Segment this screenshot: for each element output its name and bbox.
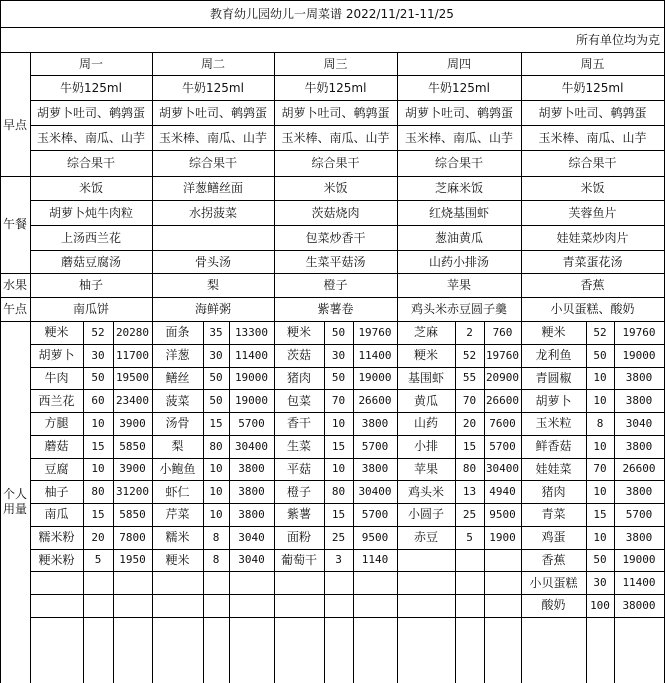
menu-item: 牛奶125ml — [304, 80, 367, 95]
grid-line — [30, 389, 665, 390]
ingredient-total: 19000 — [234, 394, 269, 408]
ingredient-name: 芹菜 — [165, 507, 190, 522]
menu-item: 胡萝卜吐司、鹌鹑蛋 — [404, 105, 513, 120]
ingredient-per-child: 70 — [593, 462, 607, 476]
day-header: 周四 — [446, 56, 471, 71]
grid-line — [455, 321, 456, 683]
grid-line — [0, 0, 1, 683]
ingredient-name: 茨菇 — [286, 348, 311, 363]
menu-item: 青菜蛋花汤 — [562, 254, 623, 269]
ingredient-per-child: 15 — [593, 507, 607, 521]
ingredient-total: 19000 — [234, 371, 269, 385]
grid-line — [0, 52, 665, 53]
ingredient-name: 粳米 — [541, 325, 566, 340]
ingredient-per-child: 80 — [462, 462, 477, 476]
ingredient-name: 小排 — [413, 439, 438, 454]
section-label: 水果 — [2, 278, 27, 292]
ingredient-per-child: 50 — [593, 553, 607, 567]
ingredient-total: 20280 — [115, 325, 150, 339]
ingredient-total: 3800 — [625, 439, 653, 453]
menu-item: 米饭 — [323, 181, 348, 195]
ingredient-per-child: 25 — [331, 530, 346, 544]
grid-line — [30, 125, 665, 126]
ingredient-per-child: 30 — [91, 348, 105, 362]
ingredient-total: 11400 — [234, 348, 269, 362]
menu-item: 胡萝卜吐司、鹌鹑蛋 — [538, 105, 647, 120]
grid-line — [30, 412, 665, 413]
ingredient-total: 5850 — [119, 439, 146, 453]
ingredient-total: 3800 — [238, 485, 265, 499]
menu-item: 综合果干 — [434, 156, 483, 170]
ingredient-name: 糯米 — [165, 530, 190, 545]
ingredient-per-child: 70 — [462, 394, 477, 408]
ingredient-per-child: 3 — [335, 553, 342, 567]
grid-line — [586, 321, 587, 683]
ingredient-name: 鸡蛋 — [541, 530, 566, 545]
ingredient-per-child: 10 — [593, 439, 607, 453]
ingredient-total: 3800 — [625, 530, 653, 544]
ingredient-per-child: 55 — [462, 371, 477, 385]
menu-item: 玉米棒、南瓜、山芋 — [36, 130, 145, 145]
menu-item: 牛奶125ml — [60, 80, 122, 95]
menu-item: 小贝蛋糕、酸奶 — [550, 302, 635, 316]
ingredient-per-child: 52 — [593, 325, 607, 339]
ingredient-per-child: 15 — [462, 439, 477, 453]
ingredient-name: 鳝丝 — [165, 370, 190, 385]
ingredient-total: 3800 — [625, 394, 653, 408]
ingredient-name: 龙利鱼 — [535, 348, 572, 363]
ingredient-name: 基围虾 — [407, 370, 444, 385]
ingredient-per-child: 60 — [91, 394, 105, 408]
ingredient-per-child: 5 — [94, 553, 102, 567]
ingredient-per-child: 10 — [91, 462, 105, 476]
grid-line — [0, 0, 665, 1]
ingredient-total: 9500 — [361, 530, 389, 544]
ingredient-total: 13300 — [234, 325, 269, 339]
ingredient-per-child: 30 — [593, 576, 607, 590]
menu-item: 洋葱鳝丝面 — [182, 181, 243, 195]
ingredient-per-child: 13 — [462, 485, 477, 499]
ingredient-name: 平菇 — [286, 461, 311, 476]
menu-item: 米饭 — [580, 181, 605, 195]
ingredient-total: 3040 — [238, 553, 265, 567]
ingredient-total: 5700 — [489, 439, 516, 453]
menu-item: 上汤西兰花 — [60, 230, 121, 245]
ingredient-total: 3900 — [119, 462, 146, 476]
menu-item: 香蕉 — [580, 278, 605, 292]
ingredient-total: 19760 — [485, 348, 520, 362]
grid-line — [30, 225, 665, 226]
section-label: 午点 — [2, 302, 27, 316]
ingredient-per-child: 10 — [593, 485, 607, 499]
ingredient-total: 19000 — [358, 371, 392, 385]
ingredient-total: 3040 — [625, 416, 653, 430]
menu-item: 鸡头米赤豆圆子羹 — [410, 302, 507, 316]
ingredient-total: 26600 — [358, 394, 392, 408]
ingredient-name: 南瓜 — [44, 507, 69, 522]
ingredient-name: 蘑菇 — [44, 439, 69, 454]
ingredient-name: 汤骨 — [165, 416, 190, 431]
ingredient-name: 胡萝卜 — [38, 348, 75, 363]
ingredient-total: 3800 — [361, 416, 389, 430]
grid-line — [203, 321, 204, 683]
ingredient-name: 柚子 — [44, 484, 69, 499]
ingredient-total: 1900 — [489, 530, 516, 544]
grid-line — [113, 321, 114, 683]
grid-line — [30, 100, 665, 101]
ingredient-total: 5700 — [238, 416, 265, 430]
ingredient-per-child: 50 — [331, 325, 346, 339]
menu-item: 胡萝卜炖牛肉粒 — [48, 205, 133, 220]
ingredient-name: 山药 — [413, 416, 438, 431]
menu-item: 胡萝卜吐司、鹌鹑蛋 — [158, 105, 267, 120]
grid-line — [30, 435, 665, 436]
ingredient-name: 青圆椒 — [535, 370, 572, 385]
grid-line — [30, 549, 665, 550]
grid-line — [0, 297, 665, 298]
day-header: 周三 — [323, 56, 348, 71]
ingredient-total: 5850 — [119, 507, 146, 521]
ingredient-name: 胡萝卜 — [535, 393, 572, 408]
unit-note: 所有单位均为克 — [575, 32, 660, 47]
menu-item: 骨头汤 — [194, 254, 231, 269]
ingredient-name: 生菜 — [286, 439, 311, 454]
menu-item: 娃娃菜炒肉片 — [556, 230, 629, 245]
ingredient-per-child: 50 — [593, 348, 607, 362]
ingredient-per-child: 25 — [462, 507, 477, 521]
ingredient-name: 粳米 — [286, 325, 311, 340]
menu-item: 玉米棒、南瓜、山芋 — [158, 130, 267, 145]
ingredient-name: 小贝蛋糕 — [529, 575, 578, 590]
ingredient-total: 31200 — [115, 485, 150, 499]
ingredient-total: 1950 — [119, 553, 146, 567]
ingredient-total: 19760 — [622, 325, 656, 339]
ingredient-per-child: 80 — [91, 485, 105, 499]
ingredient-name: 苹果 — [413, 461, 438, 476]
section-label: 午餐 — [2, 217, 27, 231]
ingredient-total: 3800 — [361, 462, 389, 476]
grid-line — [521, 52, 522, 683]
ingredient-total: 26600 — [485, 394, 520, 408]
ingredient-total: 30400 — [234, 439, 269, 453]
ingredient-name: 粳米 — [165, 552, 190, 567]
menu-item: 葱油黄瓜 — [434, 230, 483, 245]
ingredient-name: 梨 — [171, 439, 184, 454]
ingredient-per-child: 15 — [91, 507, 105, 521]
ingredient-total: 19000 — [622, 348, 656, 362]
ingredient-name: 黄瓜 — [413, 393, 438, 408]
ingredient-total: 1140 — [361, 553, 389, 567]
ingredient-per-child: 2 — [466, 325, 473, 339]
grid-line — [484, 321, 485, 683]
ingredient-name: 娃娃菜 — [535, 461, 572, 476]
day-header: 周二 — [200, 56, 225, 71]
menu-item: 牛奶125ml — [428, 80, 490, 95]
menu-item: 生菜平菇汤 — [305, 254, 366, 269]
grid-line — [397, 52, 398, 683]
menu-item: 山药小排汤 — [428, 254, 489, 269]
ingredient-per-child: 10 — [593, 371, 607, 385]
menu-item: 海鲜粥 — [194, 302, 231, 316]
menu-item: 柚子 — [78, 278, 103, 292]
ingredient-total: 7600 — [489, 416, 516, 430]
menu-item: 胡萝卜吐司、鹌鹑蛋 — [36, 105, 145, 120]
menu-item: 玉米棒、南瓜、山芋 — [538, 130, 647, 145]
ingredient-name: 玉米粒 — [535, 416, 572, 431]
grid-line — [353, 321, 354, 683]
ingredient-per-child: 52 — [462, 348, 477, 362]
ingredient-name: 面条 — [165, 325, 190, 340]
ingredient-per-child: 8 — [596, 416, 604, 430]
ingredient-total: 26600 — [622, 462, 656, 476]
ingredient-name: 面粉 — [286, 530, 311, 545]
menu-item: 紫薯卷 — [317, 302, 354, 316]
ingredient-total: 5700 — [361, 507, 389, 521]
grid-line — [30, 571, 665, 572]
ingredient-name: 虾仁 — [165, 484, 190, 499]
ingredient-total: 3800 — [625, 371, 653, 385]
ingredient-total: 30400 — [358, 485, 392, 499]
grid-line — [30, 367, 665, 368]
ingredient-per-child: 52 — [91, 325, 105, 339]
grid-line — [30, 526, 665, 527]
ingredient-total: 38000 — [622, 598, 656, 612]
menu-item: 综合果干 — [568, 156, 617, 170]
ingredient-per-child: 50 — [91, 371, 105, 385]
menu-item: 水拐菠菜 — [188, 205, 237, 220]
grid-line — [30, 250, 665, 251]
ingredient-per-child: 50 — [209, 371, 223, 385]
ingredient-per-child: 10 — [593, 394, 607, 408]
ingredient-name: 洋葱 — [165, 348, 190, 363]
grid-line — [229, 321, 230, 683]
menu-item: 包菜炒香干 — [305, 230, 366, 245]
ingredient-per-child: 20 — [91, 530, 105, 544]
ingredient-per-child: 50 — [331, 371, 346, 385]
ingredient-total: 3800 — [238, 462, 265, 476]
grid-line — [30, 344, 665, 345]
ingredient-per-child: 15 — [209, 416, 223, 430]
grid-line — [83, 321, 84, 683]
ingredient-total: 9500 — [489, 507, 516, 521]
ingredient-name: 酸奶 — [541, 598, 566, 613]
ingredient-per-child: 30 — [331, 348, 346, 362]
ingredient-total: 19760 — [358, 325, 392, 339]
ingredient-name: 小鲍鱼 — [159, 461, 196, 476]
grid-line — [324, 321, 325, 683]
grid-line — [664, 0, 665, 683]
ingredient-name: 鲜香菇 — [535, 439, 572, 454]
day-header: 周一 — [78, 56, 103, 71]
ingredient-name: 赤豆 — [413, 530, 438, 545]
ingredient-total: 5700 — [361, 439, 389, 453]
ingredient-total: 23400 — [115, 394, 150, 408]
ingredient-per-child: 10 — [209, 462, 223, 476]
ingredient-name: 猪肉 — [541, 484, 566, 499]
menu-item: 牛奶125ml — [561, 80, 624, 95]
menu-item: 胡萝卜吐司、鹌鹑蛋 — [281, 105, 390, 120]
grid-line — [274, 52, 275, 683]
ingredient-total: 30400 — [485, 462, 520, 476]
ingredient-per-child: 10 — [209, 485, 223, 499]
ingredient-per-child: 8 — [212, 553, 220, 567]
ingredient-per-child: 35 — [209, 325, 223, 339]
page-title: 教育幼儿园幼儿一周菜谱 2022/11/21-11/25 — [210, 6, 454, 21]
ingredient-per-child: 15 — [331, 439, 346, 453]
ingredient-name: 橙子 — [286, 484, 311, 499]
ingredient-per-child: 30 — [209, 348, 223, 362]
ingredient-name: 粳米 — [44, 325, 69, 340]
ingredient-name: 鸡头米 — [407, 484, 444, 499]
ingredient-name: 葡萄干 — [280, 552, 317, 567]
ingredient-per-child: 20 — [462, 416, 477, 430]
menu-item: 综合果干 — [188, 156, 237, 170]
ingredient-name: 香蕉 — [541, 552, 566, 567]
grid-line — [152, 52, 153, 683]
menu-item: 蘑菇豆腐汤 — [60, 254, 121, 269]
grid-line — [30, 200, 665, 201]
menu-item: 芝麻米饭 — [434, 181, 483, 195]
ingredient-total: 19500 — [115, 371, 150, 385]
menu-item — [152, 225, 274, 250]
grid-line — [30, 52, 31, 683]
ingredient-per-child: 10 — [91, 416, 105, 430]
ingredient-name: 青菜 — [541, 507, 566, 522]
ingredient-name: 包菜 — [286, 393, 311, 408]
menu-item: 芙蓉鱼片 — [568, 205, 617, 220]
ingredient-total: 5700 — [625, 507, 653, 521]
grid-line — [30, 75, 665, 76]
section-label: 早点 — [2, 118, 27, 132]
grid-line — [30, 594, 665, 595]
ingredient-total: 11400 — [622, 576, 656, 590]
menu-item: 玉米棒、南瓜、山芋 — [404, 130, 513, 145]
ingredient-per-child: 10 — [593, 530, 607, 544]
ingredient-total: 7800 — [119, 530, 146, 544]
menu-item: 玉米棒、南瓜、山芋 — [281, 130, 390, 145]
ingredient-total: 4940 — [489, 485, 516, 499]
ingredient-total: 760 — [492, 325, 513, 339]
ingredient-total: 19000 — [622, 553, 656, 567]
menu-item: 苹果 — [446, 278, 471, 292]
menu-item: 橙子 — [323, 278, 348, 292]
ingredient-name: 西兰花 — [38, 393, 75, 408]
menu-item: 米饭 — [78, 181, 103, 195]
ingredient-per-child: 15 — [331, 507, 346, 521]
ingredient-total: 3900 — [119, 416, 146, 430]
ingredient-per-child: 15 — [91, 439, 105, 453]
ingredient-per-child: 80 — [209, 439, 223, 453]
menu-item: 梨 — [206, 278, 219, 292]
ingredient-total: 3800 — [625, 485, 653, 499]
grid-line — [0, 27, 665, 28]
menu-item: 综合果干 — [66, 156, 115, 170]
ingredient-total: 11400 — [358, 348, 392, 362]
ingredient-name: 牛肉 — [44, 370, 69, 385]
day-header: 周五 — [580, 56, 605, 71]
ingredient-per-child: 10 — [209, 507, 223, 521]
menu-item: 综合果干 — [311, 156, 360, 170]
ingredient-name: 猪肉 — [286, 370, 311, 385]
ingredient-name: 小圆子 — [407, 507, 444, 522]
grid-line — [0, 176, 665, 177]
ingredient-name: 芝麻 — [413, 325, 438, 340]
ingredient-per-child: 50 — [209, 394, 223, 408]
grid-line — [0, 273, 665, 274]
ingredient-per-child: 8 — [212, 530, 220, 544]
ingredient-total: 3800 — [238, 507, 265, 521]
grid-line — [0, 321, 665, 322]
ingredient-name: 紫薯 — [286, 507, 311, 522]
menu-item: 牛奶125ml — [182, 80, 244, 95]
ingredient-name: 菠菜 — [165, 393, 190, 408]
grid-line — [30, 617, 665, 618]
grid-line — [30, 458, 665, 459]
ingredient-name: 方腿 — [44, 416, 69, 431]
grid-line — [30, 480, 665, 481]
ingredient-per-child: 100 — [590, 598, 610, 612]
ingredient-name: 糯米粉 — [38, 530, 75, 545]
ingredient-total: 3040 — [238, 530, 265, 544]
ingredient-total: 20900 — [485, 371, 520, 385]
grid-line — [30, 503, 665, 504]
ingredient-name: 香干 — [286, 416, 311, 431]
ingredient-total: 11700 — [115, 348, 150, 362]
ingredient-per-child: 10 — [331, 462, 346, 476]
ingredient-per-child: 5 — [466, 530, 473, 544]
ingredient-per-child: 10 — [331, 416, 346, 430]
grid-line — [614, 321, 615, 683]
ingredient-name: 豆腐 — [44, 461, 69, 476]
section-label: 个人用量 — [2, 486, 27, 516]
ingredient-name: 粳米 — [413, 348, 438, 363]
menu-item: 南瓜饼 — [72, 302, 109, 316]
menu-item: 茨菇烧肉 — [311, 205, 360, 220]
grid-line — [30, 150, 665, 151]
menu-item: 红烧基围虾 — [428, 205, 489, 220]
ingredient-name: 粳米粉 — [38, 552, 75, 567]
ingredient-per-child: 80 — [331, 485, 346, 499]
ingredient-per-child: 70 — [331, 394, 346, 408]
